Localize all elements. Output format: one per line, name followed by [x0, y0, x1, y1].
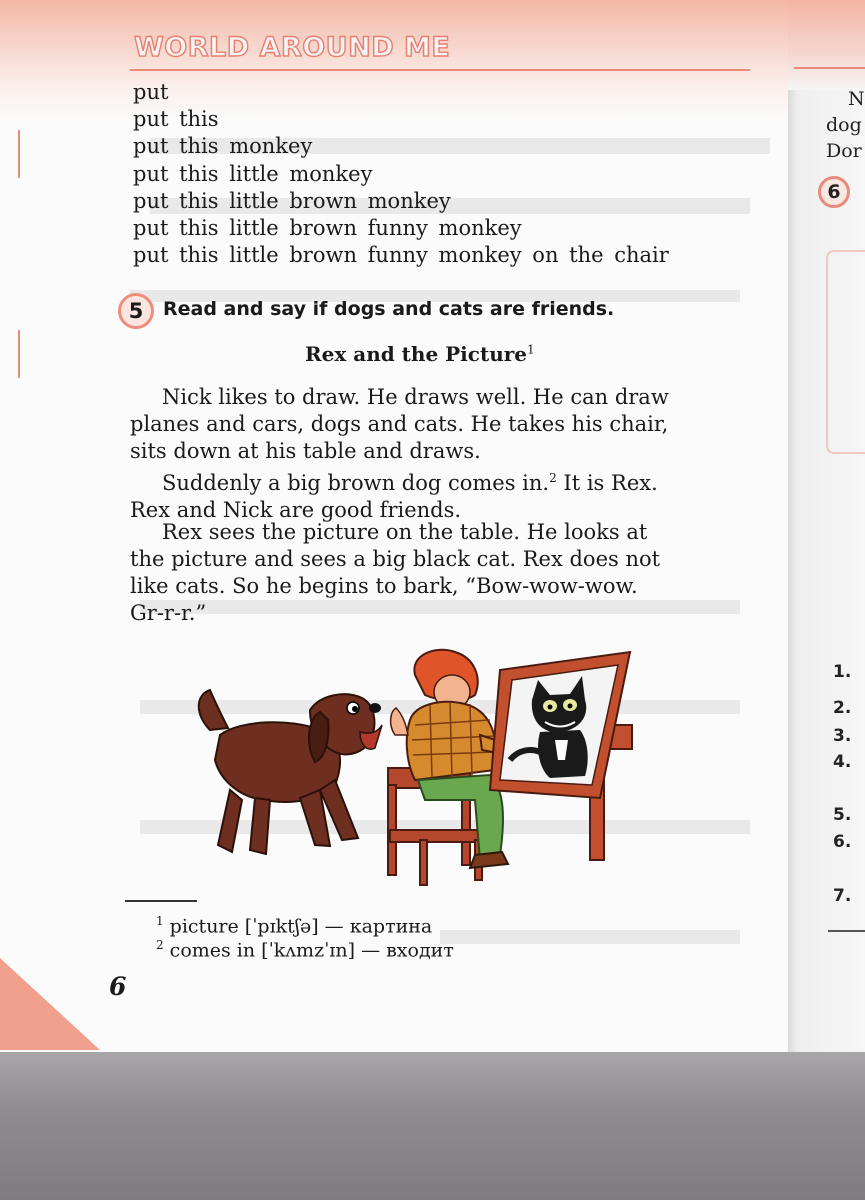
- scanner-background: [0, 1050, 865, 1200]
- footnote-text: comes in [ˈkʌmzˈɪn] — входит: [163, 939, 454, 962]
- phrase-line: put this little brown monkey: [133, 188, 451, 213]
- footnote-ref: 2: [549, 471, 557, 485]
- next-page-footnote-rule: [828, 930, 865, 932]
- next-page-list-number: 7.: [833, 886, 852, 906]
- story-paragraph: [130, 465, 658, 524]
- next-page-list-number: 2.: [833, 698, 852, 718]
- dog-illustration: [199, 690, 382, 854]
- story-line: Nick likes to draw. He draws well. He can draw: [162, 385, 669, 409]
- story-line: Gr-r-r.”: [130, 601, 207, 625]
- next-page-list-number: 5.: [833, 805, 852, 825]
- header-rule: [130, 69, 750, 71]
- next-page-list-number: 6.: [833, 832, 852, 852]
- phrase-line: put this monkey: [133, 134, 313, 159]
- story-title: [305, 342, 535, 366]
- page-header-title: WORLD AROUND ME: [134, 32, 451, 63]
- phrase-chain: [133, 79, 669, 269]
- footnote-number: 2: [156, 938, 164, 952]
- margin-mark: [18, 130, 20, 178]
- story-title-text: Rex and the Picture: [305, 342, 528, 366]
- next-exercise-number-badge: 6: [818, 176, 850, 208]
- next-page: [788, 0, 865, 1052]
- illustration-dog-boy-easel: [170, 640, 650, 900]
- story-paragraph: [130, 384, 669, 465]
- margin-mark: [18, 330, 20, 378]
- corner-decoration: [0, 950, 100, 1050]
- page-number: 6: [109, 972, 127, 1001]
- story-line: [130, 465, 658, 497]
- story-paragraph: [130, 519, 660, 627]
- story-line: Rex sees the picture on the table. He looks at: [162, 520, 648, 544]
- story-text: It is Rex.: [556, 471, 658, 495]
- story-line: the picture and sees a big black cat. Rex does not: [130, 547, 661, 571]
- footnote: [156, 914, 432, 937]
- next-page-list-number: 4.: [833, 752, 852, 772]
- next-page-list-number: 3.: [833, 726, 852, 746]
- footnote: [156, 938, 454, 961]
- next-page-header-band: [788, 0, 865, 90]
- footnote-text: picture [ˈpɪktʃə] — картина: [163, 915, 433, 938]
- story-line: sits down at his table and draws.: [130, 439, 481, 463]
- phrase-line: put: [133, 80, 169, 104]
- next-page-box: [826, 250, 865, 454]
- exercise-number-badge: 5: [118, 293, 154, 329]
- exercise-instruction: Read and say if dogs and cats are friends.: [163, 298, 615, 320]
- story-text: Suddenly a big brown dog comes in.: [162, 471, 550, 495]
- phrase-line: put this little monkey: [133, 161, 373, 186]
- phrase-line: put this: [133, 107, 219, 132]
- next-page-header-rule: [794, 67, 865, 69]
- phrase-line: put this little brown funny monkey on the chair: [133, 243, 669, 268]
- story-line: Rex and Nick are good friends.: [130, 498, 462, 522]
- story-line: like cats. So he begins to bark, “Bow-wow-wow.: [130, 574, 638, 598]
- next-page-fragment: dog: [826, 114, 862, 136]
- phrase-line: put this little brown funny monkey: [133, 216, 522, 241]
- next-page-fragment: N: [848, 88, 865, 110]
- next-page-list-number: 1.: [833, 662, 852, 682]
- story-line: planes and cars, dogs and cats. He takes his chair,: [130, 412, 669, 436]
- next-page-fragment: Dor: [826, 140, 862, 162]
- footnote-ref: 1: [527, 342, 535, 357]
- footnote-rule: [125, 900, 197, 902]
- footnote-number: 1: [156, 914, 164, 928]
